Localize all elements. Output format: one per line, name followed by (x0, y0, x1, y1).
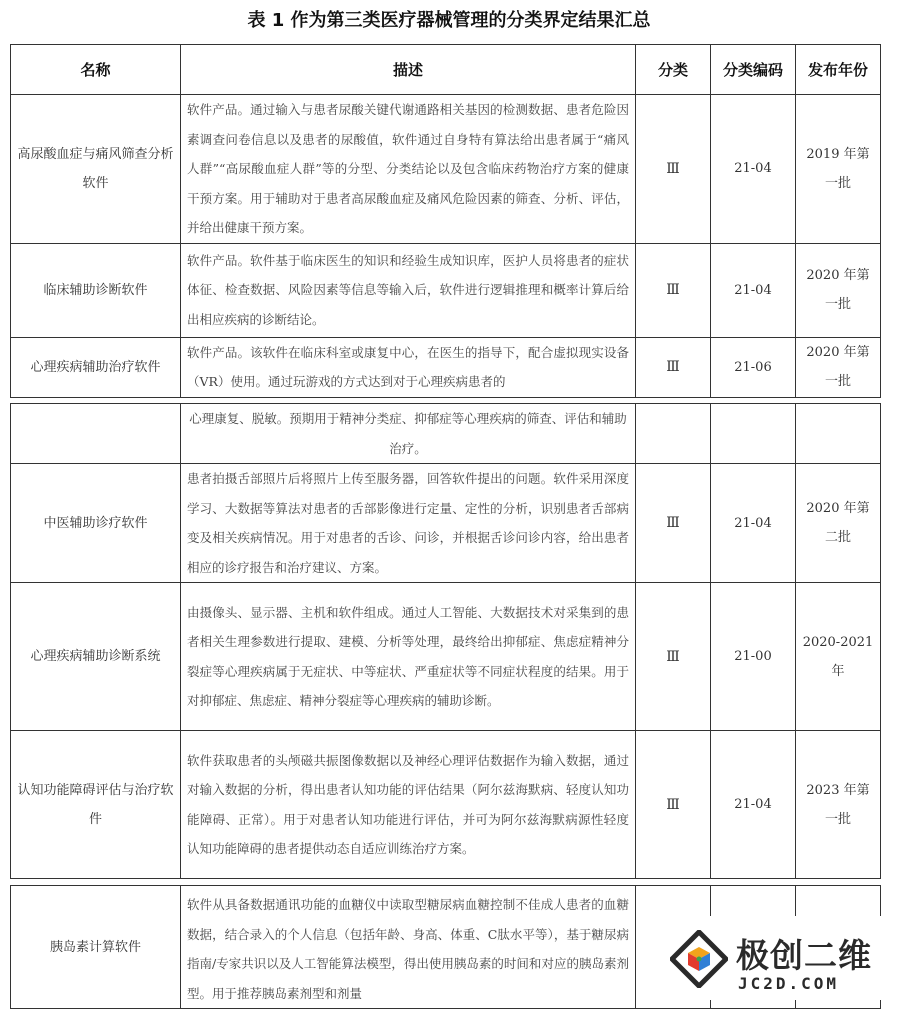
row-description: 软件获取患者的头颅磁共振图像数据以及神经心理评估数据作为输入数据，通过对输入数据的分析，得出患者认知功能的评估结果（阿尔兹海默病、轻度认知功能障碍、正常）。用于对患者认知功能进行评估，并可为阿尔兹海默病源性轻度认知功能障碍的患者提供动态自适应训练治疗方案。 (181, 731, 636, 879)
header-year: 发布年份 (796, 45, 881, 95)
header-code: 分类编码 (711, 45, 796, 95)
row-class: Ⅲ (636, 731, 711, 879)
table-row (11, 583, 881, 731)
cube-logo-icon (670, 930, 728, 988)
row-year: 2019 年第一批 (796, 95, 881, 244)
row-name: 心理疾病辅助治疗软件 (11, 337, 181, 397)
row-name: 中医辅助诊疗软件 (11, 464, 181, 583)
row-class: Ⅲ (636, 583, 711, 731)
row-class (636, 404, 711, 464)
row-code: 21-04 (711, 95, 796, 244)
table-row (11, 731, 881, 879)
row-name: 胰岛素计算软件 (11, 886, 181, 1009)
table-row (11, 243, 881, 337)
row-code: 21-00 (711, 583, 796, 731)
row-class: Ⅲ (636, 337, 711, 397)
row-class: Ⅲ (636, 464, 711, 583)
row-code: 21-04 (711, 464, 796, 583)
row-description: 软件从具备数据通讯功能的血糖仪中读取型糖尿病血糖控制不佳成人患者的血糖数据，结合录入的个人信息（包括年龄、身高、体重、C肽水平等），基于糖尿病指南/专家共识以及人工智能算法模型，得出使用胰岛素的时间和对应的胰岛素剂型。用于推荐胰岛素剂型和剂量 (181, 886, 636, 1009)
row-description: 患者拍摄舌部照片后将照片上传至服务器，回答软件提出的问题。软件采用深度学习、大数据等算法对患者的舌部影像进行定量、定性的分析，识别患者舌部病变及相关疾病情况。用于对患者的舌诊、问诊，并根据舌诊问诊内容，给出患者相应的诊疗报告和治疗建议、方案。 (181, 464, 636, 583)
watermark-logo (652, 916, 898, 1000)
watermark-text-en: JC2D.COM (738, 974, 840, 993)
table-header-row (11, 45, 881, 95)
row-class: Ⅲ (636, 243, 711, 337)
classification-table-part-1 (10, 44, 881, 398)
row-year: 2020 年第二批 (796, 464, 881, 583)
row-name: 临床辅助诊断软件 (11, 243, 181, 337)
row-name: 高尿酸血症与痛风筛查分析软件 (11, 95, 181, 244)
row-class: Ⅲ (636, 95, 711, 244)
row-code: 21-06 (711, 337, 796, 397)
table-row (11, 404, 881, 464)
table-row (11, 95, 881, 244)
row-name: 认知功能障碍评估与治疗软件 (11, 731, 181, 879)
header-description: 描述 (181, 45, 636, 95)
row-year (796, 404, 881, 464)
row-code: 21-04 (711, 731, 796, 879)
header-name: 名称 (11, 45, 181, 95)
row-description: 软件产品。软件基于临床医生的知识和经验生成知识库，医护人员将患者的症状体征、检查数据、风险因素等信息等输入后，软件进行逻辑推理和概率计算后给出相应疾病的诊断结论。 (181, 243, 636, 337)
table-row (11, 464, 881, 583)
row-description: 由摄像头、显示器、主机和软件组成。通过人工智能、大数据技术对采集到的患者相关生理参数进行提取、建模、分析等处理，最终给出抑郁症、焦虑症精神分裂症等心理疾病属于无症状、中等症状、严重症状等不同症状程度的结果。用于对抑郁症、焦虑症、精神分裂症等心理疾病的辅助诊断。 (181, 583, 636, 731)
classification-table-part-2 (10, 403, 881, 879)
row-name (11, 404, 181, 464)
row-code (711, 404, 796, 464)
table-row (11, 337, 881, 397)
table-title: 表 1 作为第三类医疗器械管理的分类界定结果汇总 (247, 10, 651, 31)
row-year: 2020 年第一批 (796, 243, 881, 337)
watermark-text-cn: 极创二维 (736, 936, 872, 975)
row-description: 软件产品。该软件在临床科室或康复中心，在医生的指导下，配合虚拟现实设备（VR）使用。通过玩游戏的方式达到对于心理疾病患者的 (181, 337, 636, 397)
row-code: 21-04 (711, 243, 796, 337)
header-class: 分类 (636, 45, 711, 95)
row-name: 心理疾病辅助诊断系统 (11, 583, 181, 731)
row-year: 2023 年第一批 (796, 731, 881, 879)
row-year: 2020 年第一批 (796, 337, 881, 397)
row-year: 2020-2021年 (796, 583, 881, 731)
row-description: 心理康复、脱敏。预期用于精神分类症、抑郁症等心理疾病的筛查、评估和辅助治疗。 (181, 404, 636, 464)
row-description: 软件产品。通过输入与患者尿酸关键代谢通路相关基因的检测数据、患者危险因素调查问卷信息以及患者的尿酸值，软件通过自身特有算法给出患者属于“痛风人群”“高尿酸血症人群”等的分型、分类结论以及包含临床药物治疗方案的健康干预方案。用于辅助对于患者高尿酸血症及痛风危险因素的筛查、分析、评估，并给出健康干预方案。 (181, 95, 636, 244)
